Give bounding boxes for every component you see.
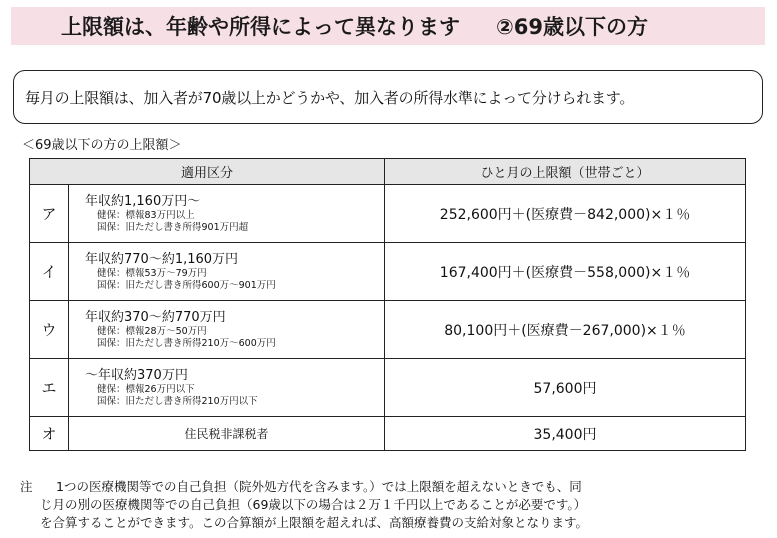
row-label: エ — [30, 359, 69, 417]
kenpo-criteria: 健保：標報26万円以下 — [97, 383, 195, 395]
monthly-limit: 57,600円 — [385, 359, 746, 417]
monthly-limit: 80,100円＋(医療費－267,000)×１％ — [385, 301, 746, 359]
header-limit: ひと月の上限額（世帯ごと） — [385, 159, 746, 185]
page-title-banner — [11, 7, 765, 45]
monthly-limit: 167,400円＋(医療費－558,000)×１％ — [385, 243, 746, 301]
kokuho-criteria: 国保：旧ただし書き所得901万円超 — [97, 221, 249, 233]
row-label: イ — [30, 243, 69, 301]
header-category: 適用区分 — [30, 159, 385, 185]
income-range: ～年収約370万円 — [85, 367, 188, 383]
monthly-limit: 252,600円＋(医療費－842,000)×１％ — [385, 185, 746, 243]
footnote — [20, 478, 760, 532]
page-subtitle: ②69歳以下の方 — [496, 15, 649, 39]
row-category — [69, 301, 385, 359]
section-heading: ＜69歳以下の方の上限額＞ — [22, 138, 182, 153]
row-category — [69, 185, 385, 243]
footnote-line: 1つの医療機関等での自己負担（院外処方代を含みます。）では上限額を超えないときでも、同 — [56, 479, 582, 494]
table-header-row — [30, 159, 746, 185]
table-row — [30, 417, 746, 451]
limit-table — [29, 158, 746, 451]
table-row — [30, 185, 746, 243]
kokuho-criteria: 国保：旧ただし書き所得210万円以下 — [97, 395, 258, 407]
income-range: 年収約1,160万円～ — [85, 193, 201, 209]
table-row — [30, 243, 746, 301]
row-label: オ — [30, 417, 69, 451]
kenpo-criteria: 健保：標報53万～79万円 — [97, 267, 207, 279]
footnote-line: を合算することができます。この合算額が上限額を超えれば、高額療養費の支給対象となります。 — [40, 515, 589, 530]
row-label: ウ — [30, 301, 69, 359]
monthly-limit: 35,400円 — [385, 417, 746, 451]
footnote-mark: 注 — [20, 479, 33, 494]
table-row — [30, 359, 746, 417]
income-range: 住民税非課税者 — [69, 417, 385, 451]
row-label: ア — [30, 185, 69, 243]
footnote-line: じ月の別の医療機関等での自己負担（69歳以下の場合は２万１千円以上であることが必要です。） — [40, 497, 587, 512]
kenpo-criteria: 健保：標報28万～50万円 — [97, 325, 207, 337]
page-title: 上限額は、年齢や所得によって異なります — [61, 15, 460, 39]
income-range: 年収約370～約770万円 — [85, 309, 226, 325]
kokuho-criteria: 国保：旧ただし書き所得600万～901万円 — [97, 279, 276, 291]
table-row — [30, 301, 746, 359]
intro-callout — [13, 70, 763, 124]
row-category — [69, 243, 385, 301]
kenpo-criteria: 健保：標報83万円以上 — [97, 209, 195, 221]
row-category — [69, 359, 385, 417]
kokuho-criteria: 国保：旧ただし書き所得210万～600万円 — [97, 337, 276, 349]
intro-text: 毎月の上限額は、加入者が70歳以上かどうかや、加入者の所得水準によって分けられます。 — [25, 88, 635, 107]
income-range: 年収約770～約1,160万円 — [85, 251, 239, 267]
